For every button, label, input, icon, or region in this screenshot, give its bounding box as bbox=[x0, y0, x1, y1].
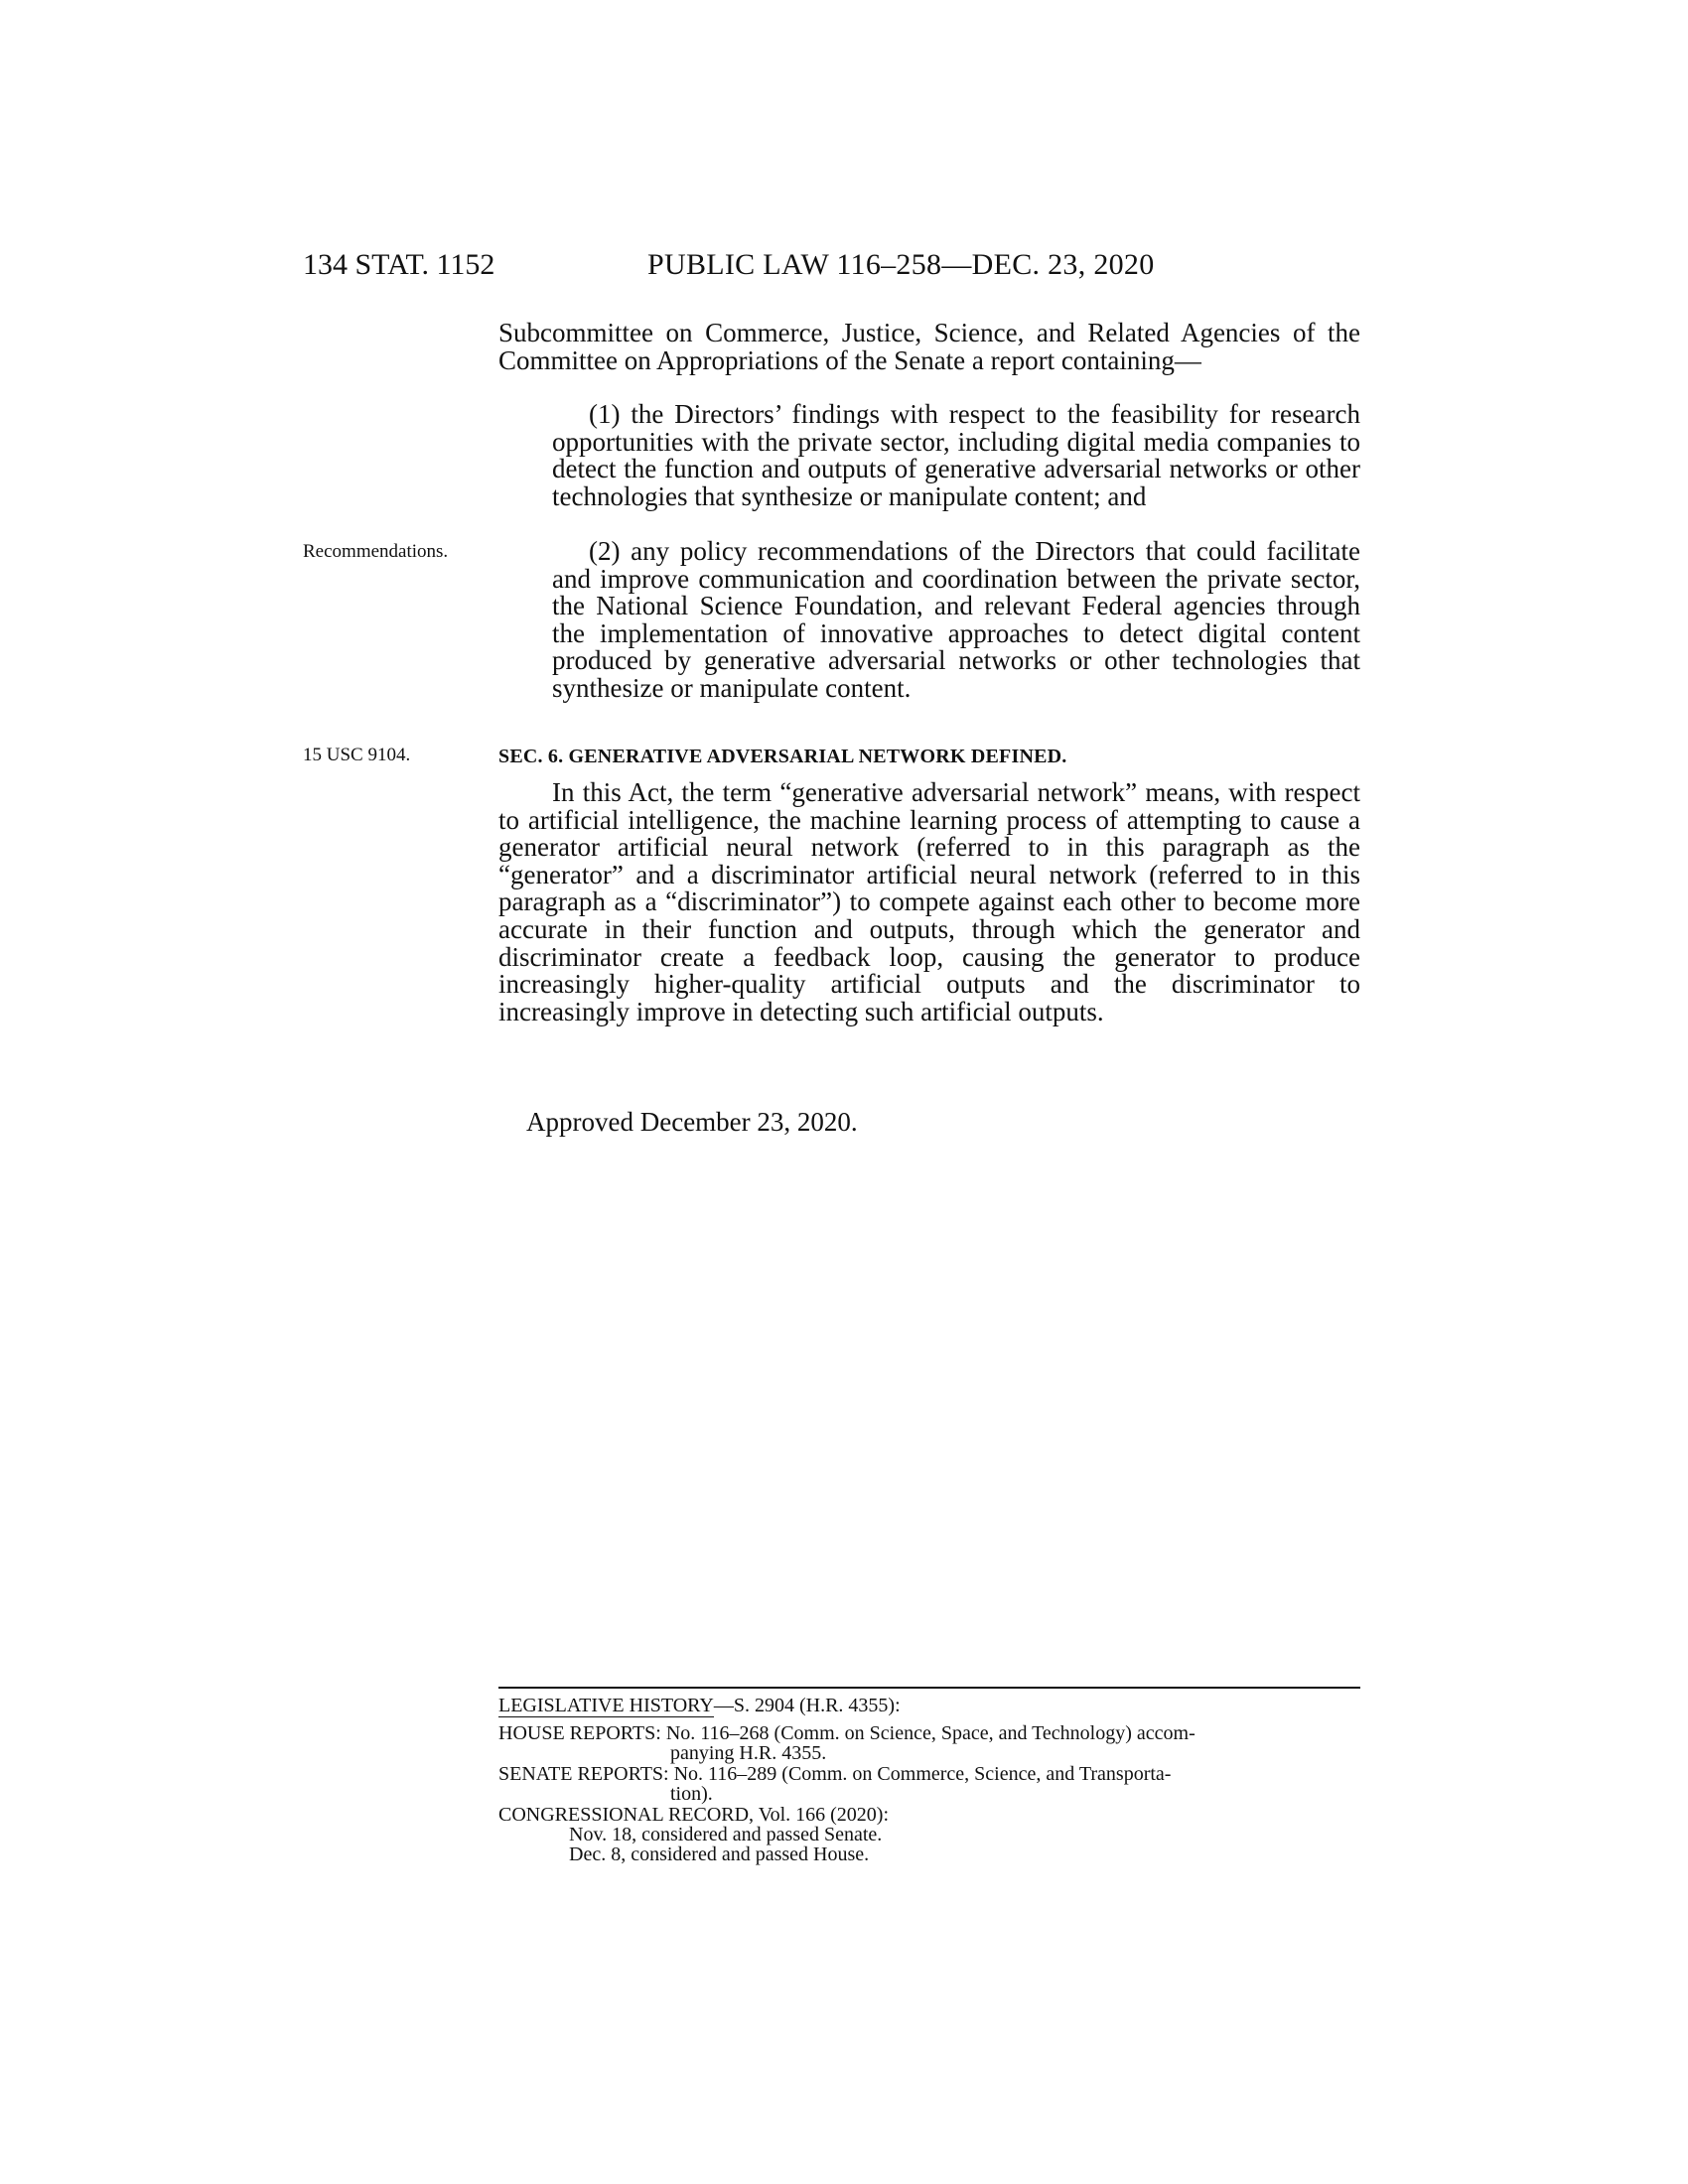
footer-rule bbox=[498, 1687, 1360, 1689]
house-reports bbox=[498, 1723, 1372, 1763]
page-stat-reference: 134 STAT. 1152 bbox=[303, 248, 495, 281]
section-heading: SEC. 6. GENERATIVE ADVERSARIAL NETWORK DEFINED. bbox=[498, 746, 1067, 767]
senate-reports-continuation: tion). bbox=[670, 1783, 713, 1805]
list-item-2: (2) any policy recommendations of the Directors that could facilitate and improve communication and coordination between the private sector, the National Science Foundation, and relevant Federal agencies through the implementation of innovative approaches to detect digital content produced by generative adversarial networks or other technologies that synthesize or manipulate content. bbox=[552, 536, 1360, 703]
senate-reports bbox=[498, 1764, 1372, 1804]
page-header-title: PUBLIC LAW 116–258—DEC. 23, 2020 bbox=[647, 248, 1155, 281]
record-entry: Nov. 18, considered and passed Senate. bbox=[569, 1824, 883, 1845]
house-reports-line: HOUSE REPORTS: No. 116–268 (Comm. on Science, Space, and Technology) accom- bbox=[498, 1722, 1196, 1744]
record-entry: Dec. 8, considered and passed House. bbox=[569, 1843, 870, 1865]
congressional-record: CONGRESSIONAL RECORD, Vol. 166 (2020): bbox=[498, 1804, 889, 1826]
list-item-1: (1) the Directors’ findings with respect to the feasibility for research opportunities with the private sector, including digital media companies to detect the function and outputs of generative adversarial networks or other technologies that synthesize or manipulate content; and bbox=[552, 399, 1360, 511]
senate-reports-line: SENATE REPORTS: No. 116–289 (Comm. on Commerce, Science, and Transporta- bbox=[498, 1763, 1172, 1785]
approval-date: Approved December 23, 2020. bbox=[526, 1107, 858, 1137]
section-body: In this Act, the term “generative adversarial network” means, with respect to artificial intelligence, the machine learning process of attempting to cause a generator artificial neural network (referred to in this paragraph as the “generator” and a discriminator artificial neural network (referred to in this paragraph as a “discriminator”) to compete against each other to become more accurate in their function and outputs, through which the generator and discriminator create a feedback loop, causing the generator to produce increasingly higher-quality artificial outputs and the discriminator to increasingly improve in detecting such artificial outputs. bbox=[498, 777, 1360, 1026]
margin-note-usc: 15 USC 9104. bbox=[303, 745, 411, 765]
intro-paragraph: Subcommittee on Commerce, Justice, Science, and Related Agencies of the Committee on Appropriations of the Senate a report containing— bbox=[498, 318, 1360, 375]
legislative-history-title: LEGISLATIVE HISTORY bbox=[498, 1695, 714, 1716]
house-reports-continuation: panying H.R. 4355. bbox=[670, 1742, 827, 1764]
legislative-history-bill: —S. 2904 (H.R. 4355): bbox=[713, 1695, 901, 1716]
margin-note-recommendations: Recommendations. bbox=[303, 541, 449, 562]
legislative-history-heading bbox=[498, 1696, 1372, 1715]
